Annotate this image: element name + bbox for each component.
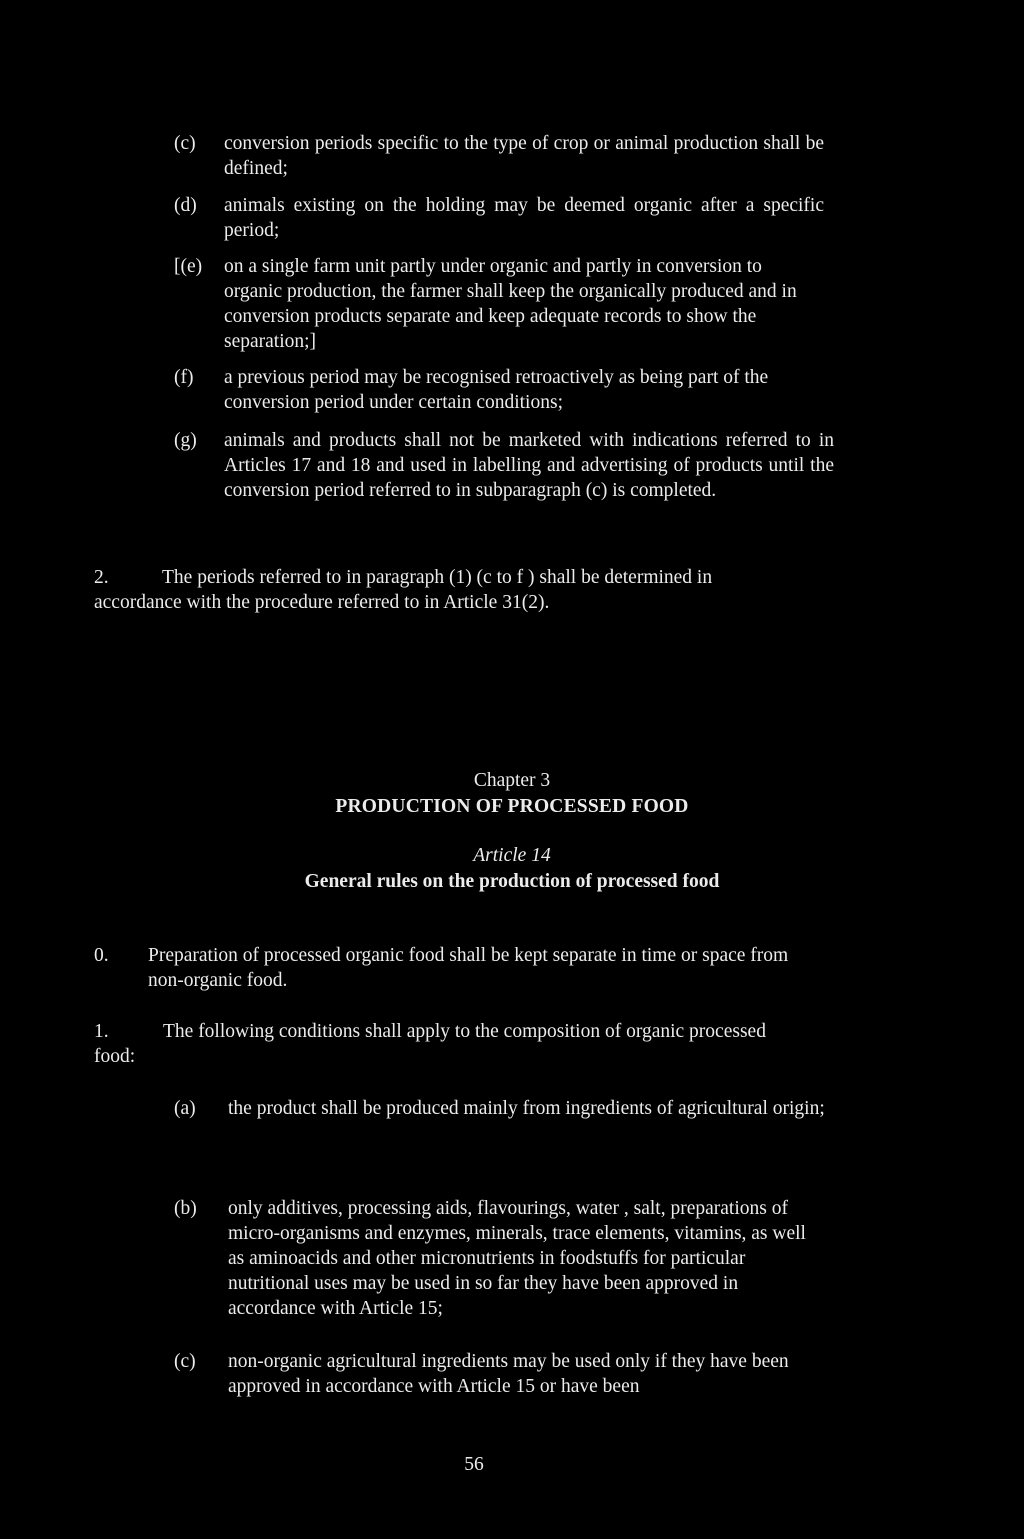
paragraph-2 xyxy=(94,565,794,615)
list-text: only additives, processing aids, flavourings, water , salt, preparations of micro-organisms and enzymes, minerals, trace elements, vitamins, as well as aminoacids and other micronutrients in foodstuffs for particular nutritional uses may be used in so far they have been approved in accordance with Article 15; xyxy=(228,1198,806,1319)
list-text: animals existing on the holding may be deemed organic after a specific period; xyxy=(224,195,824,241)
list-text: animals and products shall not be marketed with indications referred to in Articles 17 and 18 and used in labelling and advertising of products until the conversion period referred to in subparagraph (c) is completed. xyxy=(224,430,834,501)
page-number: 56 xyxy=(464,1454,484,1475)
list-label: (c) xyxy=(174,133,196,154)
paragraph-1 xyxy=(94,1019,854,1069)
paragraph-text: Preparation of processed organic food shall be kept separate in time or space from non-organic food. xyxy=(148,945,789,991)
list-label: (d) xyxy=(174,195,197,216)
paragraph-line: food: xyxy=(94,1046,136,1067)
list-text: the product shall be produced mainly from ingredients of agricultural origin; xyxy=(228,1098,825,1119)
list-label: (a) xyxy=(174,1098,196,1119)
list-text: a previous period may be recognised retroactively as being part of the conversion period under certain conditions; xyxy=(224,367,769,413)
list-label: (b) xyxy=(174,1198,197,1219)
list-label: (f) xyxy=(174,367,194,388)
article-label: Article 14 xyxy=(473,845,551,866)
list-label: (g) xyxy=(174,430,197,451)
paragraph-number: 0. xyxy=(94,945,109,966)
paragraph-number: 2. xyxy=(94,567,109,588)
list-label: [(e) xyxy=(174,256,203,277)
list-text: non-organic agricultural ingredients may be used only if they have been approved in accordance with Article 15 or have been xyxy=(228,1351,789,1397)
paragraph-number: 1. xyxy=(94,1021,109,1042)
list-label: (c) xyxy=(174,1351,196,1372)
chapter-label: Chapter 3 xyxy=(473,770,551,791)
paragraph-line: accordance with the procedure referred to in Article 31(2). xyxy=(94,592,550,613)
paragraph-line: The periods referred to in paragraph (1) (c to f ) shall be determined in xyxy=(162,567,713,588)
chapter-title: PRODUCTION OF PROCESSED FOOD xyxy=(335,796,689,817)
paragraph-line: The following conditions shall apply to the composition of organic processed xyxy=(163,1021,766,1042)
list-text: on a single farm unit partly under organic and partly in conversion to organic production, the farmer shall keep the organically produced and in conversion products separate and keep adequate records to show the separation;] xyxy=(224,256,797,352)
article-title: General rules on the production of processed food xyxy=(304,871,720,892)
list-text: conversion periods specific to the type of crop or animal production shall be defined; xyxy=(224,133,824,179)
